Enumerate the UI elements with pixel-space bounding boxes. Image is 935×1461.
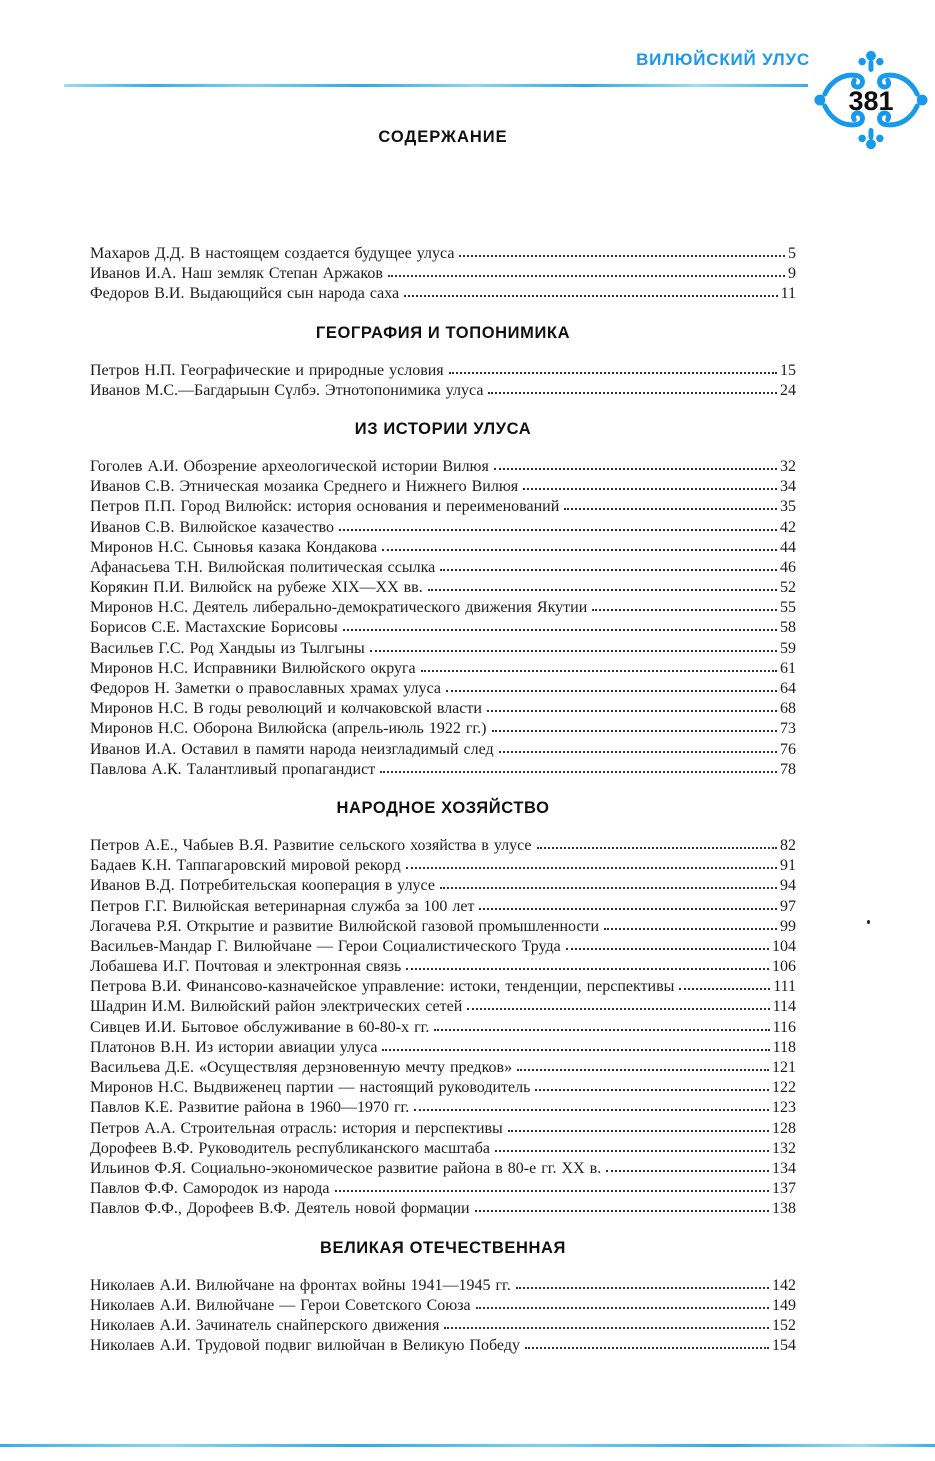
dotted-leader bbox=[537, 847, 777, 849]
toc-entry-title: Павлов Ф.Ф. Самородок из народа bbox=[90, 1180, 330, 1198]
toc-row bbox=[90, 957, 796, 977]
dotted-leader bbox=[508, 1130, 769, 1132]
toc-row bbox=[90, 977, 796, 997]
toc-page-number: 15 bbox=[780, 361, 796, 379]
toc-page-number: 46 bbox=[780, 558, 796, 576]
section-entries bbox=[90, 1276, 796, 1357]
toc-row bbox=[90, 699, 796, 719]
section-entries bbox=[90, 244, 796, 305]
toc-entry-title: Павлов Ф.Ф., Дорофеев В.Ф. Деятель новой формации bbox=[90, 1200, 470, 1218]
dotted-leader bbox=[414, 1109, 769, 1111]
section-entries bbox=[90, 361, 796, 401]
dotted-leader bbox=[421, 670, 777, 672]
toc-row bbox=[90, 740, 796, 760]
toc-entry-title: Петров А.А. Строительная отрасль: история и перспективы bbox=[90, 1119, 503, 1137]
toc-row bbox=[90, 1159, 796, 1179]
toc-row bbox=[90, 997, 796, 1017]
toc-entry-title: Миронов Н.С. Выдвиженец партии — настоящий руководитель bbox=[90, 1079, 531, 1097]
toc-row bbox=[90, 1078, 796, 1098]
dotted-leader bbox=[592, 609, 777, 611]
toc-entry-title: Иванов И.А. Оставил в памяти народа неизгладимый след bbox=[90, 740, 494, 758]
dotted-leader bbox=[406, 867, 777, 869]
toc-page-number: 11 bbox=[780, 285, 796, 303]
toc-page-number: 118 bbox=[772, 1038, 796, 1056]
toc-page-number: 32 bbox=[780, 457, 796, 475]
toc-page-number: 123 bbox=[772, 1099, 796, 1117]
dotted-leader bbox=[343, 629, 777, 631]
toc-page-number: 61 bbox=[780, 659, 796, 677]
dotted-leader bbox=[523, 488, 777, 490]
dotted-leader bbox=[335, 1190, 770, 1192]
dotted-leader bbox=[444, 1327, 769, 1329]
toc-page-number: 9 bbox=[788, 265, 796, 283]
toc-entry-title: Николаев А.И. Зачинатель снайперского движения bbox=[90, 1316, 440, 1334]
toc-entry-title: Федоров В.И. Выдающийся сын народа саха bbox=[90, 285, 400, 303]
toc-entry-title: Иванов И.А. Наш земляк Степан Аржаков bbox=[90, 265, 383, 283]
toc-row bbox=[90, 1336, 796, 1356]
toc-entry-title: Петров А.Е., Чабыев В.Я. Развитие сельского хозяйства в улусе bbox=[90, 836, 532, 854]
table-of-contents bbox=[90, 244, 796, 1356]
dotted-leader bbox=[492, 730, 778, 732]
running-title: ВИЛЮЙСКИЙ УЛУС bbox=[636, 50, 810, 69]
toc-page-number: 68 bbox=[780, 700, 796, 718]
toc-page-number: 111 bbox=[773, 978, 796, 996]
toc-row bbox=[90, 639, 796, 659]
toc-entry-title: Ильинов Ф.Я. Социально-экономическое развитие района в 80-е гг. XX в. bbox=[90, 1159, 602, 1177]
toc-entry-title: Петров П.П. Город Вилюйск: история основания и переименований bbox=[90, 498, 560, 516]
dotted-leader bbox=[467, 1008, 769, 1010]
toc-entry-title: Васильев-Мандар Г. Вилюйчане — Герои Социалистического Труда bbox=[90, 937, 561, 955]
toc-page-number: 97 bbox=[780, 897, 796, 915]
toc-entry-title: Корякин П.И. Вилюйск на рубеже XIX—XX вв. bbox=[90, 579, 423, 597]
page-number: 381 bbox=[848, 85, 894, 116]
toc-entry-title: Иванов С.В. Этническая мозаика Среднего и Нижнего Вилюя bbox=[90, 478, 519, 496]
toc-page-number: 5 bbox=[788, 245, 796, 262]
toc-page-number: 24 bbox=[780, 381, 796, 399]
toc-entry-title: Васильев Г.С. Род Хандыы из Тылгыны bbox=[90, 639, 365, 657]
toc-page-number: 132 bbox=[772, 1139, 796, 1157]
toc-entry-title: Миронов Н.С. Оборона Вилюйска (апрель-июль 1922 гг.) bbox=[90, 720, 487, 738]
section-heading: ГЕОГРАФИЯ И ТОПОНИМИКА bbox=[315, 323, 571, 342]
dotted-leader bbox=[487, 710, 777, 712]
page-number-ornament bbox=[812, 44, 930, 156]
dotted-leader bbox=[535, 1089, 769, 1091]
dotted-leader bbox=[499, 751, 777, 753]
toc-entry-title: Петров Н.П. Географические и природные условия bbox=[90, 361, 444, 379]
toc-page-number: 152 bbox=[772, 1316, 796, 1334]
dotted-leader bbox=[382, 549, 777, 551]
toc-page-number: 149 bbox=[772, 1296, 796, 1314]
toc-section bbox=[90, 244, 796, 305]
toc-page-number: 34 bbox=[780, 478, 796, 496]
toc-page-number: 134 bbox=[772, 1159, 796, 1177]
dotted-leader bbox=[604, 928, 777, 930]
dotted-leader bbox=[479, 908, 777, 910]
section-heading: ВЕЛИКАЯ ОТЕЧЕСТВЕННАЯ bbox=[319, 1238, 567, 1257]
dotted-leader bbox=[380, 771, 777, 773]
toc-entry-title: Миронов Н.С. В годы революций и колчаковской власти bbox=[90, 700, 482, 718]
dotted-leader bbox=[516, 1287, 769, 1289]
toc-page-number: 116 bbox=[772, 1018, 796, 1036]
toc-entry-title: Дорофеев В.Ф. Руководитель республиканского масштаба bbox=[90, 1139, 491, 1157]
toc-row bbox=[90, 1058, 796, 1078]
toc-page-number: 52 bbox=[780, 579, 796, 597]
toc-entry-title: Логачева Р.Я. Открытие и развитие Вилюйской газовой промышленности bbox=[90, 917, 600, 935]
toc-page-number: 121 bbox=[772, 1059, 796, 1076]
toc-entry-title: Платонов В.Н. Из истории авиации улуса bbox=[90, 1038, 378, 1056]
toc-row bbox=[90, 1199, 796, 1219]
toc-entry-title: Борисов С.Е. Мастахские Борисовы bbox=[90, 619, 338, 637]
toc-entry-title: Гоголев А.И. Обозрение археологической истории Вилюя bbox=[90, 457, 489, 475]
toc-entry-title: Петров Г.Г. Вилюйская ветеринарная служба за 100 лет bbox=[90, 897, 475, 915]
dotted-leader bbox=[566, 948, 769, 950]
dotted-leader bbox=[494, 468, 777, 470]
toc-page-number: 122 bbox=[772, 1079, 796, 1097]
toc-row bbox=[90, 264, 796, 284]
toc-page-number: 138 bbox=[772, 1200, 796, 1218]
toc-row bbox=[90, 1018, 796, 1038]
toc-row bbox=[90, 1119, 796, 1139]
toc-row bbox=[90, 497, 796, 517]
dotted-leader bbox=[404, 295, 777, 297]
toc-page-number: 82 bbox=[780, 836, 796, 854]
dotted-leader bbox=[459, 255, 785, 257]
toc-page-number: 142 bbox=[772, 1276, 796, 1294]
dotted-leader bbox=[525, 1347, 769, 1349]
toc-page-number: 78 bbox=[780, 760, 796, 778]
dotted-leader bbox=[476, 1307, 769, 1309]
toc-row bbox=[90, 618, 796, 638]
toc-page-number: 106 bbox=[772, 958, 796, 976]
dotted-leader bbox=[517, 1069, 769, 1071]
toc-page-number: 64 bbox=[780, 680, 796, 697]
toc-entry-title: Шадрин И.М. Вилюйский район электрических сетей bbox=[90, 998, 463, 1016]
dotted-leader bbox=[339, 529, 777, 531]
toc-page-number: 94 bbox=[780, 877, 796, 895]
dotted-leader bbox=[440, 887, 777, 889]
toc-row bbox=[90, 381, 796, 401]
toc-page-number: 137 bbox=[772, 1180, 796, 1198]
dotted-leader bbox=[446, 690, 777, 692]
toc-entry-title: Бадаев К.Н. Таппагаровский мировой рекорд bbox=[90, 857, 401, 875]
toc-row bbox=[90, 876, 796, 896]
toc-row bbox=[90, 244, 796, 264]
dotted-leader bbox=[449, 372, 777, 374]
toc-section bbox=[90, 798, 796, 1220]
toc-entry-title: Васильева Д.Е. «Осуществляя дерзновенную мечту предков» bbox=[90, 1059, 513, 1076]
toc-entry-title: Сивцев И.И. Бытовое обслуживание в 60-80-х гг. bbox=[90, 1018, 430, 1036]
section-heading: НАРОДНОЕ ХОЗЯЙСТВО bbox=[336, 798, 550, 817]
dotted-leader bbox=[370, 650, 777, 652]
toc-entry-title: Махаров Д.Д. В настоящем создается будущее улуса bbox=[90, 245, 455, 262]
toc-row bbox=[90, 1296, 796, 1316]
toc-row bbox=[90, 836, 796, 856]
toc-row bbox=[90, 719, 796, 739]
toc-section bbox=[90, 419, 796, 780]
toc-row bbox=[90, 679, 796, 699]
dotted-leader bbox=[488, 392, 777, 394]
toc-entry-title: Миронов Н.С. Деятель либерально-демократического движения Якутии bbox=[90, 599, 588, 617]
toc-row bbox=[90, 578, 796, 598]
toc-page-number: 44 bbox=[780, 538, 796, 556]
dotted-leader bbox=[388, 275, 785, 277]
toc-row bbox=[90, 917, 796, 937]
section-entries bbox=[90, 457, 796, 780]
dotted-leader bbox=[428, 589, 777, 591]
toc-page-number: 91 bbox=[780, 857, 796, 875]
section-heading: ИЗ ИСТОРИИ УЛУСА bbox=[354, 419, 532, 438]
dotted-leader bbox=[434, 1029, 769, 1031]
dotted-leader bbox=[564, 508, 777, 510]
toc-entry-title: Федоров Н. Заметки о православных храмах улуса bbox=[90, 680, 441, 697]
toc-entry-title: Миронов Н.С. Исправники Вилюйского округа bbox=[90, 659, 416, 677]
toc-page-number: 99 bbox=[780, 917, 796, 935]
toc-page-number: 59 bbox=[780, 639, 796, 657]
toc-entry-title: Афанасьева Т.Н. Вилюйская политическая ссылка bbox=[90, 558, 436, 576]
toc-row bbox=[90, 518, 796, 538]
toc-entry-title: Иванов С.В. Вилюйское казачество bbox=[90, 518, 335, 536]
section-entries bbox=[90, 836, 796, 1220]
header-rule bbox=[64, 84, 808, 87]
toc-row bbox=[90, 897, 796, 917]
toc-row bbox=[90, 856, 796, 876]
toc-page-number: 73 bbox=[780, 720, 796, 738]
page-title: СОДЕРЖАНИЕ bbox=[378, 128, 508, 146]
toc-row bbox=[90, 558, 796, 578]
toc-row bbox=[90, 477, 796, 497]
toc-row bbox=[90, 1179, 796, 1199]
scan-speck bbox=[867, 920, 870, 924]
toc-section bbox=[90, 323, 796, 401]
dotted-leader bbox=[475, 1210, 769, 1212]
toc-row bbox=[90, 598, 796, 618]
toc-row bbox=[90, 659, 796, 679]
toc-entry-title: Иванов М.С.—Багдарыын Сүлбэ. Этнотопонимика улуса bbox=[90, 381, 484, 399]
toc-page-number: 104 bbox=[772, 937, 796, 955]
toc-row bbox=[90, 937, 796, 957]
toc-entry-title: Павлова А.К. Талантливый пропагандист bbox=[90, 760, 376, 778]
toc-row bbox=[90, 1139, 796, 1159]
toc-section bbox=[90, 1238, 796, 1357]
dotted-leader bbox=[606, 1170, 769, 1172]
toc-row bbox=[90, 284, 796, 304]
toc-row bbox=[90, 1098, 796, 1118]
toc-page-number: 55 bbox=[780, 599, 796, 617]
toc-page-number: 58 bbox=[780, 619, 796, 637]
toc-entry-title: Иванов В.Д. Потребительская кооперация в улусе bbox=[90, 877, 435, 895]
dotted-leader bbox=[679, 988, 770, 990]
toc-row bbox=[90, 760, 796, 780]
toc-page-number: 114 bbox=[772, 998, 796, 1016]
toc-row bbox=[90, 1276, 796, 1296]
toc-entry-title: Николаев А.И. Вилюйчане на фронтах войны 1941—1945 гг. bbox=[90, 1276, 511, 1294]
dotted-leader bbox=[382, 1049, 769, 1051]
toc-row bbox=[90, 1038, 796, 1058]
toc-page-number: 35 bbox=[780, 498, 796, 516]
toc-row bbox=[90, 457, 796, 477]
toc-page-number: 154 bbox=[772, 1337, 796, 1355]
toc-row bbox=[90, 538, 796, 558]
toc-page-number: 76 bbox=[780, 740, 796, 758]
toc-entry-title: Миронов Н.С. Сыновья казака Кондакова bbox=[90, 538, 378, 556]
footer-rule bbox=[0, 1444, 935, 1447]
toc-entry-title: Павлов К.Е. Развитие района в 1960—1970 гг. bbox=[90, 1099, 410, 1117]
toc-page-number: 128 bbox=[772, 1119, 796, 1137]
dotted-leader bbox=[440, 569, 777, 571]
dotted-leader bbox=[406, 968, 769, 970]
toc-row bbox=[90, 361, 796, 381]
toc-entry-title: Николаев А.И. Трудовой подвиг вилюйчан в Великую Победу bbox=[90, 1337, 520, 1355]
toc-entry-title: Николаев А.И. Вилюйчане — Герои Советского Союза bbox=[90, 1296, 471, 1314]
dotted-leader bbox=[495, 1150, 769, 1152]
toc-entry-title: Лобашева И.Г. Почтовая и электронная связь bbox=[90, 958, 402, 976]
toc-page-number: 42 bbox=[780, 518, 796, 536]
toc-row bbox=[90, 1316, 796, 1336]
toc-entry-title: Петрова В.И. Финансово-казначейское управление: истоки, тенденции, перспективы bbox=[90, 978, 675, 996]
